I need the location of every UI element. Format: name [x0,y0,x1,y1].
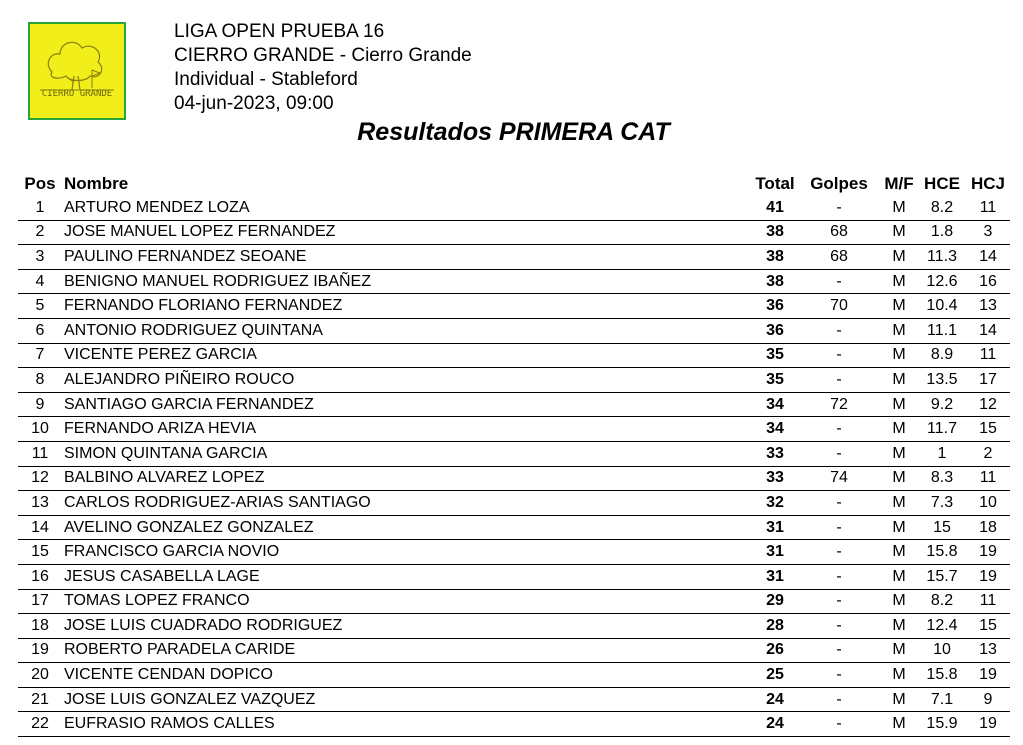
cell-name: BENIGNO MANUEL RODRIGUEZ IBAÑEZ [62,269,752,294]
cell-total: 38 [752,269,798,294]
cell-golpes: 68 [798,245,880,270]
cell-hcj: 9 [966,687,1010,712]
table-row [18,368,1010,393]
cell-mf: M [880,318,918,343]
cell-total: 33 [752,441,798,466]
results-table [18,172,1010,737]
cell-mf: M [880,294,918,319]
cell-pos: 10 [18,417,62,442]
cell-hce: 8.2 [918,589,966,614]
col-hce: HCE [924,174,960,193]
cell-total: 38 [752,245,798,270]
cell-golpes: - [798,318,880,343]
cell-hcj: 19 [966,663,1010,688]
event-name: LIGA OPEN PRUEBA 16 [174,21,385,42]
cell-total: 36 [752,318,798,343]
svg-text:CIERRO GRANDE: CIERRO GRANDE [41,89,113,99]
cell-golpes: - [798,343,880,368]
cell-golpes: - [798,589,880,614]
cell-hce: 10.4 [918,294,966,319]
cell-pos: 20 [18,663,62,688]
table-row [18,540,1010,565]
cell-pos: 18 [18,614,62,639]
cell-mf: M [880,245,918,270]
cell-hcj: 19 [966,564,1010,589]
cell-total: 35 [752,368,798,393]
cell-mf: M [880,638,918,663]
table-row [18,220,1010,245]
cell-pos: 13 [18,491,62,516]
table-row [18,196,1010,220]
table-row [18,269,1010,294]
cell-mf: M [880,343,918,368]
cell-hce: 8.9 [918,343,966,368]
table-row [18,318,1010,343]
cell-mf: M [880,712,918,737]
cell-golpes: - [798,663,880,688]
table-row [18,294,1010,319]
cell-mf: M [880,392,918,417]
tree-logo-icon [30,24,124,118]
cell-pos: 15 [18,540,62,565]
cell-name: JOSE MANUEL LOPEZ FERNANDEZ [62,220,752,245]
cell-pos: 9 [18,392,62,417]
cell-pos: 2 [18,220,62,245]
cell-pos: 21 [18,687,62,712]
cell-total: 26 [752,638,798,663]
cell-total: 38 [752,220,798,245]
cell-name: JOSE LUIS GONZALEZ VAZQUEZ [62,687,752,712]
cell-hce: 11.3 [918,245,966,270]
cell-mf: M [880,687,918,712]
cell-golpes: - [798,196,880,220]
table-row [18,712,1010,737]
cell-golpes: - [798,614,880,639]
cell-name: ANTONIO RODRIGUEZ QUINTANA [62,318,752,343]
cell-mf: M [880,663,918,688]
cell-hce: 9.2 [918,392,966,417]
cell-hcj: 11 [966,343,1010,368]
cell-hcj: 19 [966,540,1010,565]
cell-hce: 1 [918,441,966,466]
table-row [18,491,1010,516]
format-name: Individual - Stableford [174,69,358,90]
col-total: Total [755,174,795,193]
cell-total: 35 [752,343,798,368]
cell-name: VICENTE CENDAN DOPICO [62,663,752,688]
table-row [18,564,1010,589]
cell-mf: M [880,269,918,294]
table-header-row [18,172,1010,196]
cell-name: ALEJANDRO PIÑEIRO ROUCO [62,368,752,393]
cell-hce: 13.5 [918,368,966,393]
cell-mf: M [880,564,918,589]
cell-name: CARLOS RODRIGUEZ-ARIAS SANTIAGO [62,491,752,516]
cell-hcj: 11 [966,466,1010,491]
table-row [18,515,1010,540]
cell-pos: 8 [18,368,62,393]
table-row [18,466,1010,491]
cell-name: EUFRASIO RAMOS CALLES [62,712,752,737]
table-row [18,638,1010,663]
cell-hce: 8.2 [918,196,966,220]
cell-pos: 1 [18,196,62,220]
cell-name: BALBINO ALVAREZ LOPEZ [62,466,752,491]
cell-pos: 4 [18,269,62,294]
cell-mf: M [880,466,918,491]
cell-pos: 17 [18,589,62,614]
cell-golpes: 74 [798,466,880,491]
cell-hcj: 16 [966,269,1010,294]
cell-pos: 5 [18,294,62,319]
cell-name: JOSE LUIS CUADRADO RODRIGUEZ [62,614,752,639]
cell-hcj: 11 [966,196,1010,220]
cell-hce: 15.7 [918,564,966,589]
cell-golpes: 70 [798,294,880,319]
cell-hcj: 3 [966,220,1010,245]
cell-pos: 14 [18,515,62,540]
cell-pos: 19 [18,638,62,663]
col-mf: M/F [884,174,914,193]
cell-golpes: - [798,712,880,737]
cell-hcj: 18 [966,515,1010,540]
col-golpes: Golpes [810,174,868,193]
cell-name: PAULINO FERNANDEZ SEOANE [62,245,752,270]
table-row [18,441,1010,466]
cell-hce: 15.9 [918,712,966,737]
cell-hce: 7.3 [918,491,966,516]
table-row [18,417,1010,442]
cell-total: 34 [752,392,798,417]
cell-golpes: - [798,441,880,466]
cell-hce: 7.1 [918,687,966,712]
cell-total: 31 [752,515,798,540]
col-pos: Pos [24,174,56,193]
cell-pos: 6 [18,318,62,343]
cell-total: 32 [752,491,798,516]
table-row [18,245,1010,270]
cell-pos: 3 [18,245,62,270]
cell-mf: M [880,540,918,565]
col-name: Nombre [64,174,129,193]
cell-golpes: 72 [798,392,880,417]
cell-hce: 11.1 [918,318,966,343]
cell-pos: 11 [18,441,62,466]
cell-hce: 15.8 [918,663,966,688]
cell-hcj: 2 [966,441,1010,466]
cell-hcj: 13 [966,294,1010,319]
results-body [18,196,1010,737]
cell-hce: 1.8 [918,220,966,245]
cell-total: 36 [752,294,798,319]
cell-total: 24 [752,687,798,712]
table-row [18,392,1010,417]
cell-golpes: - [798,564,880,589]
cell-mf: M [880,220,918,245]
cell-hcj: 17 [966,368,1010,393]
event-header [174,20,472,116]
table-row [18,614,1010,639]
cell-golpes: - [798,540,880,565]
cell-name: AVELINO GONZALEZ GONZALEZ [62,515,752,540]
cell-golpes: - [798,515,880,540]
cell-golpes: - [798,417,880,442]
cell-hcj: 14 [966,245,1010,270]
club-logo [28,22,126,120]
cell-name: SANTIAGO GARCIA FERNANDEZ [62,392,752,417]
cell-mf: M [880,515,918,540]
cell-hcj: 14 [966,318,1010,343]
cell-name: VICENTE PEREZ GARCIA [62,343,752,368]
cell-total: 34 [752,417,798,442]
page-title: Resultados PRIMERA CAT [357,118,670,146]
cell-hce: 15 [918,515,966,540]
cell-hce: 8.3 [918,466,966,491]
cell-name: FERNANDO FLORIANO FERNANDEZ [62,294,752,319]
cell-name: FRANCISCO GARCIA NOVIO [62,540,752,565]
cell-hce: 12.6 [918,269,966,294]
table-row [18,589,1010,614]
cell-hcj: 11 [966,589,1010,614]
cell-hce: 12.4 [918,614,966,639]
table-row [18,687,1010,712]
table-row [18,663,1010,688]
cell-name: SIMON QUINTANA GARCIA [62,441,752,466]
cell-total: 41 [752,196,798,220]
cell-mf: M [880,614,918,639]
course-name: CIERRO GRANDE - Cierro Grande [174,45,472,66]
cell-pos: 16 [18,564,62,589]
cell-golpes: - [798,638,880,663]
cell-total: 31 [752,564,798,589]
cell-total: 25 [752,663,798,688]
cell-pos: 22 [18,712,62,737]
cell-hce: 11.7 [918,417,966,442]
cell-hcj: 19 [966,712,1010,737]
cell-mf: M [880,368,918,393]
cell-pos: 12 [18,466,62,491]
cell-golpes: - [798,687,880,712]
cell-hcj: 10 [966,491,1010,516]
cell-mf: M [880,417,918,442]
cell-mf: M [880,196,918,220]
cell-golpes: - [798,368,880,393]
col-hcj: HCJ [970,174,1005,193]
cell-mf: M [880,441,918,466]
event-date: 04-jun-2023, 09:00 [174,93,334,114]
cell-golpes: - [798,269,880,294]
cell-name: JESUS CASABELLA LAGE [62,564,752,589]
cell-golpes: - [798,491,880,516]
cell-total: 31 [752,540,798,565]
cell-hcj: 13 [966,638,1010,663]
cell-hcj: 15 [966,417,1010,442]
cell-name: ARTURO MENDEZ LOZA [62,196,752,220]
cell-name: TOMAS LOPEZ FRANCO [62,589,752,614]
cell-total: 24 [752,712,798,737]
cell-name: ROBERTO PARADELA CARIDE [62,638,752,663]
cell-hcj: 15 [966,614,1010,639]
cell-total: 29 [752,589,798,614]
cell-total: 33 [752,466,798,491]
cell-total: 28 [752,614,798,639]
cell-hce: 15.8 [918,540,966,565]
cell-hcj: 12 [966,392,1010,417]
cell-golpes: 68 [798,220,880,245]
cell-mf: M [880,491,918,516]
cell-mf: M [880,589,918,614]
cell-pos: 7 [18,343,62,368]
cell-name: FERNANDO ARIZA HEVIA [62,417,752,442]
table-row [18,343,1010,368]
cell-hce: 10 [918,638,966,663]
